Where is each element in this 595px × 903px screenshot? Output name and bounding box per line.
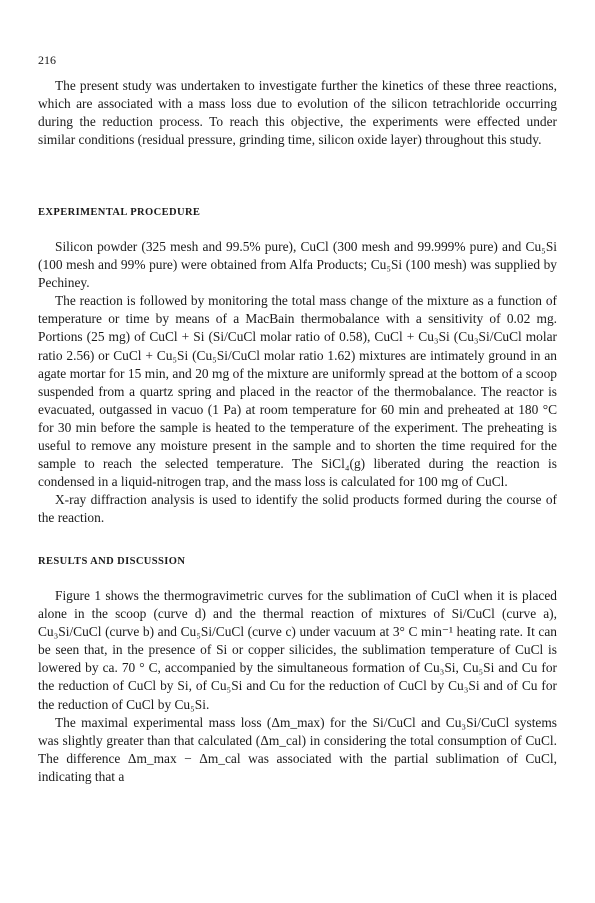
results-heading-block bbox=[38, 555, 557, 569]
page-number: 216 bbox=[38, 53, 56, 67]
results-section bbox=[38, 587, 557, 786]
section-heading-results: RESULTS AND DISCUSSION bbox=[38, 556, 186, 567]
experimental-paragraph: X-ray diffraction analysis is used to identify the solid products formed during the course of the reaction. bbox=[38, 492, 557, 526]
experimental-paragraph: Silicon powder (325 mesh and 99.5% pure), CuCl (300 mesh and 99.999% pure) and Cu₅Si (100 mesh and 99% pure) were obtained from Alfa Products; Cu₅Si (100 mesh) was supplied by Pechiney. bbox=[38, 239, 557, 291]
results-paragraph: Figure 1 shows the thermogravimetric curves for the sublimation of CuCl when it is placed alone in the scoop (curve d) and the thermal reaction of mixtures of Si/CuCl (curve a), Cu₃Si/CuCl (curve b) and Cu₅Si/CuCl (curve c) under vacuum at 3° C min⁻¹ heating rate. It can be seen that, in the presence of Si or copper silicides, the sublimation temperature of CuCl is lowered by ca. 70 ° C, accompanied by the simultaneous formation of Cu₃Si, Cu₅Si and Cu for the reduction of CuCl by Si, of Cu₅Si and Cu for the reduction of CuCl by Cu₃Si and of Cu for the reduction of CuCl by Cu₅Si. bbox=[38, 588, 557, 712]
experimental-heading-block bbox=[38, 206, 557, 220]
intro-paragraph: The present study was undertaken to investigate further the kinetics of these three reactions, which are associated with a mass loss due to evolution of the silicon tetrachloride occurring during the reduction process. To reach this objective, the experiments were effected under similar conditions (residual pressure, grinding time, silicon oxide layer) throughout this study. bbox=[38, 78, 557, 148]
results-paragraph: The maximal experimental mass loss (Δm_max) for the Si/CuCl and Cu₃Si/CuCl systems was slightly greater than that calculated (Δm_cal) in considering the total consumption of CuCl. The difference Δm_max − Δm_cal was associated with the partial sublimation of CuCl, indicating that a bbox=[38, 714, 557, 784]
section-heading-experimental: EXPERIMENTAL PROCEDURE bbox=[38, 207, 201, 218]
experimental-paragraph: The reaction is followed by monitoring the total mass change of the mixture as a function of temperature or time by means of a MacBain thermobalance with a sensitivity of 0.02 mg. Portions (25 mg) of CuCl + Si (Si/CuCl molar ratio of 0.58), CuCl + Cu₃Si (Cu₃Si/CuCl molar ratio 2.56) or CuCl + Cu₅Si (Cu₅Si/CuCl molar ratio 1.62) mixtures are intimately ground in an agate mortar for 15 min, and 20 mg of the mixture are uniformly spread at the bottom of a scoop suspended from a quartz spring and placed in the reactor of the thermobalance. The reactor is evacuated, outgassed in vacuo (1 Pa) at room temperature for 60 min and preheated at 180 °C for 30 min before the sample is heated to the temperature of the experiment. The preheating is useful to remove any moisture present in the sample and to shorten the time required for the sample to reach the selected temperature. The SiCl₄(g) liberated during the reaction is condensed in a liquid-nitrogen trap, and the mass loss is calculated for 100 mg of CuCl. bbox=[38, 293, 557, 490]
experimental-section bbox=[38, 238, 557, 528]
intro-section bbox=[38, 77, 557, 149]
